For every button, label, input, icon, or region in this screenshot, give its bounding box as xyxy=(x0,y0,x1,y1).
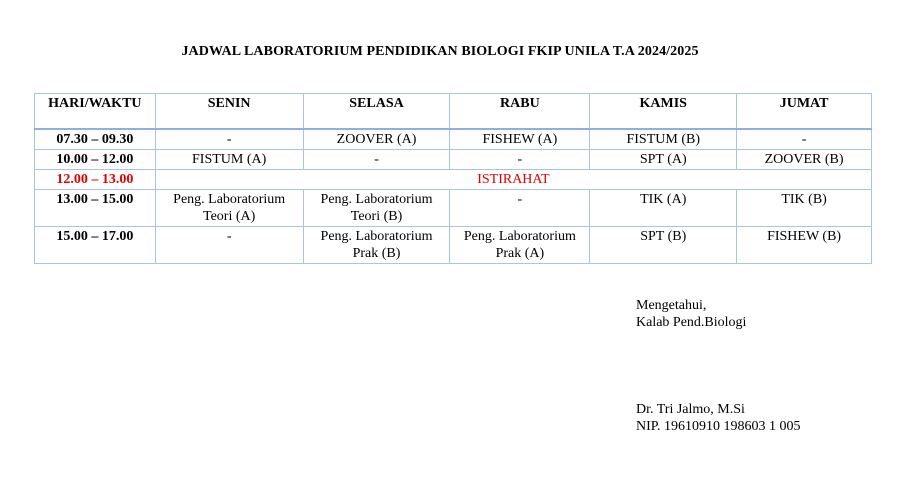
signatory-block xyxy=(636,401,801,435)
cell-line: Peng. Laboratorium xyxy=(463,229,576,244)
schedule-cell xyxy=(590,190,737,227)
cell-line: Prak (B) xyxy=(352,246,401,261)
cell-line: Peng. Laboratorium xyxy=(320,229,433,244)
signatory-name: Dr. Tri Jalmo, M.Si xyxy=(636,402,745,417)
header-selasa: SELASA xyxy=(303,94,450,130)
cell-line: - xyxy=(226,229,232,244)
cell-line: Teori (B) xyxy=(350,209,403,224)
cell-line: - xyxy=(801,132,807,147)
document-title: JADWAL LABORATORIUM PENDIDIKAN BIOLOGI FKIP UNILA T.A 2024/2025 xyxy=(181,44,699,59)
cell-line: Peng. Laboratorium xyxy=(173,192,286,207)
approval-line: Mengetahui, xyxy=(636,298,707,313)
schedule-cell xyxy=(450,150,590,170)
cell-line: ZOOVER (B) xyxy=(764,152,844,167)
schedule-cell xyxy=(450,129,590,150)
header-jumat: JUMAT xyxy=(737,94,872,130)
schedule-cell xyxy=(737,129,872,150)
schedule-cell xyxy=(303,129,450,150)
schedule-cell xyxy=(155,227,303,264)
schedule-cell xyxy=(737,227,872,264)
schedule-cell xyxy=(737,190,872,227)
cell-line: - xyxy=(226,132,232,147)
cell-line: Teori (A) xyxy=(203,209,256,224)
cell-line: - xyxy=(517,192,523,207)
time-cell: 07.30 – 09.30 xyxy=(35,129,156,150)
schedule-cell xyxy=(590,129,737,150)
cell-line: Peng. Laboratorium xyxy=(320,192,433,207)
time-cell: 13.00 – 15.00 xyxy=(35,190,156,227)
cell-line: FISHEW (B) xyxy=(767,229,842,244)
time-cell: 15.00 – 17.00 xyxy=(35,227,156,264)
schedule-cell xyxy=(155,129,303,150)
table-header-row xyxy=(35,94,872,130)
cell-line: FISTUM (A) xyxy=(192,152,267,167)
cell-line: ZOOVER (A) xyxy=(336,132,417,147)
schedule-cell xyxy=(590,227,737,264)
cell-line: - xyxy=(374,152,379,167)
break-label: ISTIRAHAT xyxy=(155,170,871,190)
cell-line: FISTUM (B) xyxy=(626,132,700,147)
time-cell: 12.00 – 13.00 xyxy=(35,170,156,190)
cell-line: TIK (B) xyxy=(781,192,827,207)
schedule-cell xyxy=(590,150,737,170)
schedule-cell xyxy=(450,190,590,227)
table-row xyxy=(35,190,872,227)
schedule-table xyxy=(34,93,872,264)
signatory-nip: NIP. 19610910 198603 1 005 xyxy=(636,419,801,434)
break-row xyxy=(35,170,872,190)
cell-line: FISHEW (A) xyxy=(482,132,558,147)
schedule-cell xyxy=(155,150,303,170)
approval-block xyxy=(636,297,746,331)
header-kamis: KAMIS xyxy=(590,94,737,130)
header-senin: SENIN xyxy=(155,94,303,130)
schedule-cell xyxy=(737,150,872,170)
cell-line: SPT (A) xyxy=(639,152,687,167)
cell-line: Prak (A) xyxy=(495,246,545,261)
schedule-cell xyxy=(303,190,450,227)
cell-line: SPT (B) xyxy=(640,229,687,244)
approval-position: Kalab Pend.Biologi xyxy=(636,315,747,330)
header-rabu: RABU xyxy=(450,94,590,130)
table-row xyxy=(35,150,872,170)
table-row xyxy=(35,227,872,264)
schedule-cell xyxy=(450,227,590,264)
header-hari-waktu: HARI/WAKTU xyxy=(35,94,156,130)
cell-line: - xyxy=(517,152,523,167)
cell-line: TIK (A) xyxy=(640,192,687,207)
schedule-cell xyxy=(155,190,303,227)
schedule-cell xyxy=(303,227,450,264)
table-row xyxy=(35,129,872,150)
schedule-cell xyxy=(303,150,450,170)
time-cell: 10.00 – 12.00 xyxy=(35,150,156,170)
